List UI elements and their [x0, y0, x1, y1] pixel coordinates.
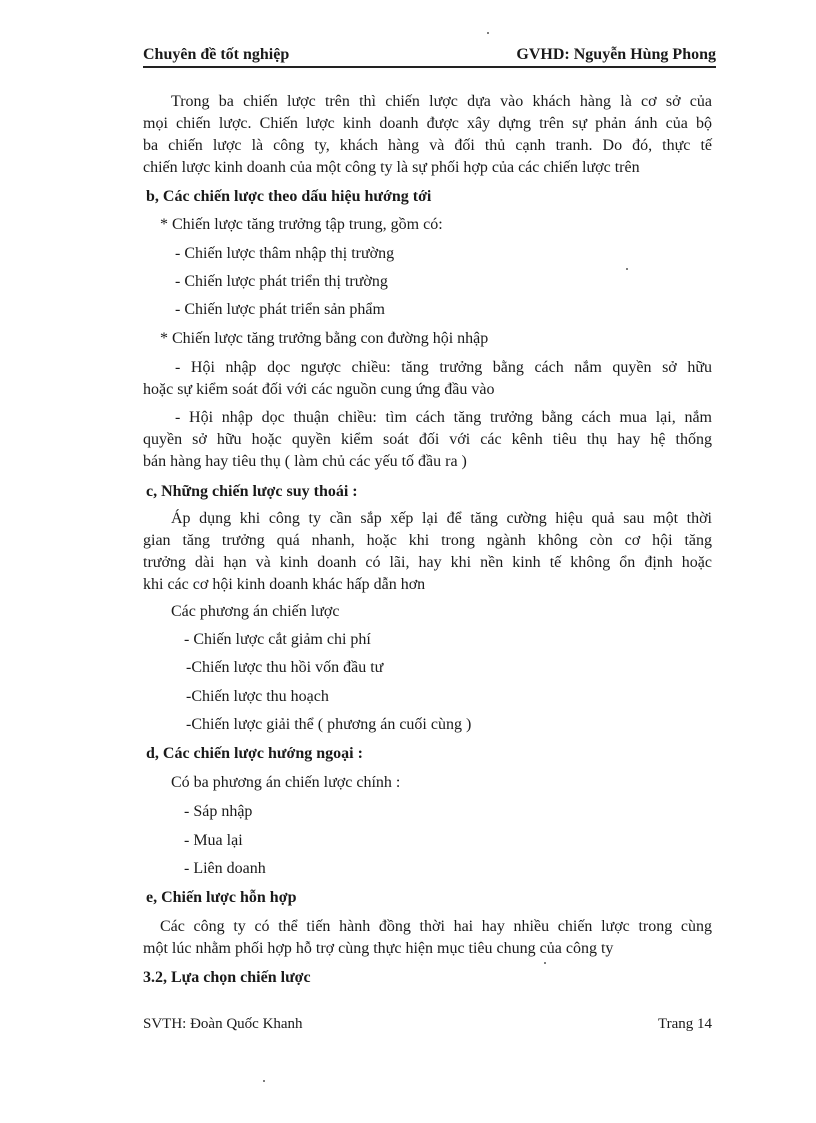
heading-b: b, Các chiến lược theo dấu hiệu hướng tới [146, 188, 432, 205]
forward-line: quyền sở hữu hoặc quyền kiểm soát đối với các kênh tiêu thụ hay hệ thống [143, 431, 712, 448]
list-item: - Chiến lược cắt giảm chi phí [184, 631, 371, 648]
forward-line: - Hội nhập dọc thuận chiều: tìm cách tăng trưởng bằng cách mua lại, nắm [175, 409, 712, 426]
intro-line: chiến lược kinh doanh của một công ty là sự phối hợp của các chiến lược trên [143, 159, 640, 176]
decline-line: trưởng dài hạn và kinh doanh có lãi, hay khi nền kinh tế không ổn định hoặc [143, 554, 712, 571]
list-item: - Chiến lược thâm nhập thị trường [175, 245, 395, 262]
list-item: -Chiến lược thu hoạch [186, 688, 329, 705]
decline-line: gian tăng trưởng quá nhanh, hoặc khi trong ngành không còn cơ hội tăng [143, 532, 712, 549]
heading-d: d, Các chiến lược hướng ngoại : [146, 745, 363, 762]
list-item: -Chiến lược giải thể ( phương án cuối cùng ) [186, 716, 472, 733]
list-item: - Chiến lược phát triển thị trường [175, 273, 388, 290]
growth-focus: * Chiến lược tăng trưởng tập trung, gồm có: [160, 216, 443, 233]
growth-integration: * Chiến lược tăng trưởng bằng con đường hội nhập [160, 330, 489, 347]
list-item: - Mua lại [184, 832, 243, 849]
footer-page-number: Trang 14 [657, 1016, 712, 1032]
heading-c: c, Những chiến lược suy thoái : [146, 483, 358, 500]
decline-line: Áp dụng khi công ty cần sắp xếp lại để tăng cường hiệu quả sau một thời [171, 510, 712, 527]
list-item: - Chiến lược phát triển sản phẩm [175, 301, 385, 318]
heading-e: e, Chiến lược hỗn hợp [146, 889, 297, 906]
mixed-line: Các công ty có thể tiến hành đồng thời hai hay nhiều chiến lược trong cùng [160, 918, 712, 935]
options-label: Các phương án chiến lược [171, 603, 340, 620]
footer-student: SVTH: Đoàn Quốc Khanh [143, 1016, 303, 1032]
forward-line: bán hàng hay tiêu thụ ( làm chủ các yếu tố đầu ra ) [143, 453, 467, 470]
backward-line: hoặc sự kiểm soát đối với các nguồn cung ứng đầu vào [143, 381, 495, 398]
decline-line: khi các cơ hội kinh doanh khác hấp dẫn hơn [143, 576, 426, 593]
intro-line: ba chiến lược là công ty, khách hàng và đối thủ cạnh tranh. Do đó, thực tế [143, 137, 712, 154]
scan-speck [544, 962, 546, 964]
list-item: -Chiến lược thu hồi vốn đầu tư [186, 659, 384, 676]
list-item: - Sáp nhập [184, 803, 253, 820]
backward-line: - Hội nhập dọc ngược chiều: tăng trưởng bằng cách nắm quyền sở hữu [175, 359, 712, 376]
external-intro: Có ba phương án chiến lược chính : [171, 774, 401, 791]
list-item: - Liên doanh [184, 860, 266, 877]
scan-speck [263, 1080, 265, 1082]
header-title: Chuyên đề tốt nghiệp [143, 46, 290, 63]
scan-speck [487, 32, 489, 34]
intro-line: mọi chiến lược. Chiến lược kinh doanh được xây dựng trên sự phản ánh của bộ [143, 115, 712, 132]
intro-line: Trong ba chiến lược trên thì chiến lược dựa vào khách hàng là cơ sở của [171, 93, 712, 110]
page-header [143, 42, 716, 68]
header-supervisor: GVHD: Nguyễn Hùng Phong [516, 46, 716, 63]
mixed-line: một lúc nhằm phối hợp hỗ trợ cùng thực hiện mục tiêu chung của công ty [143, 940, 614, 957]
scan-speck [626, 268, 628, 270]
heading-3-2: 3.2, Lựa chọn chiến lược [143, 969, 311, 986]
